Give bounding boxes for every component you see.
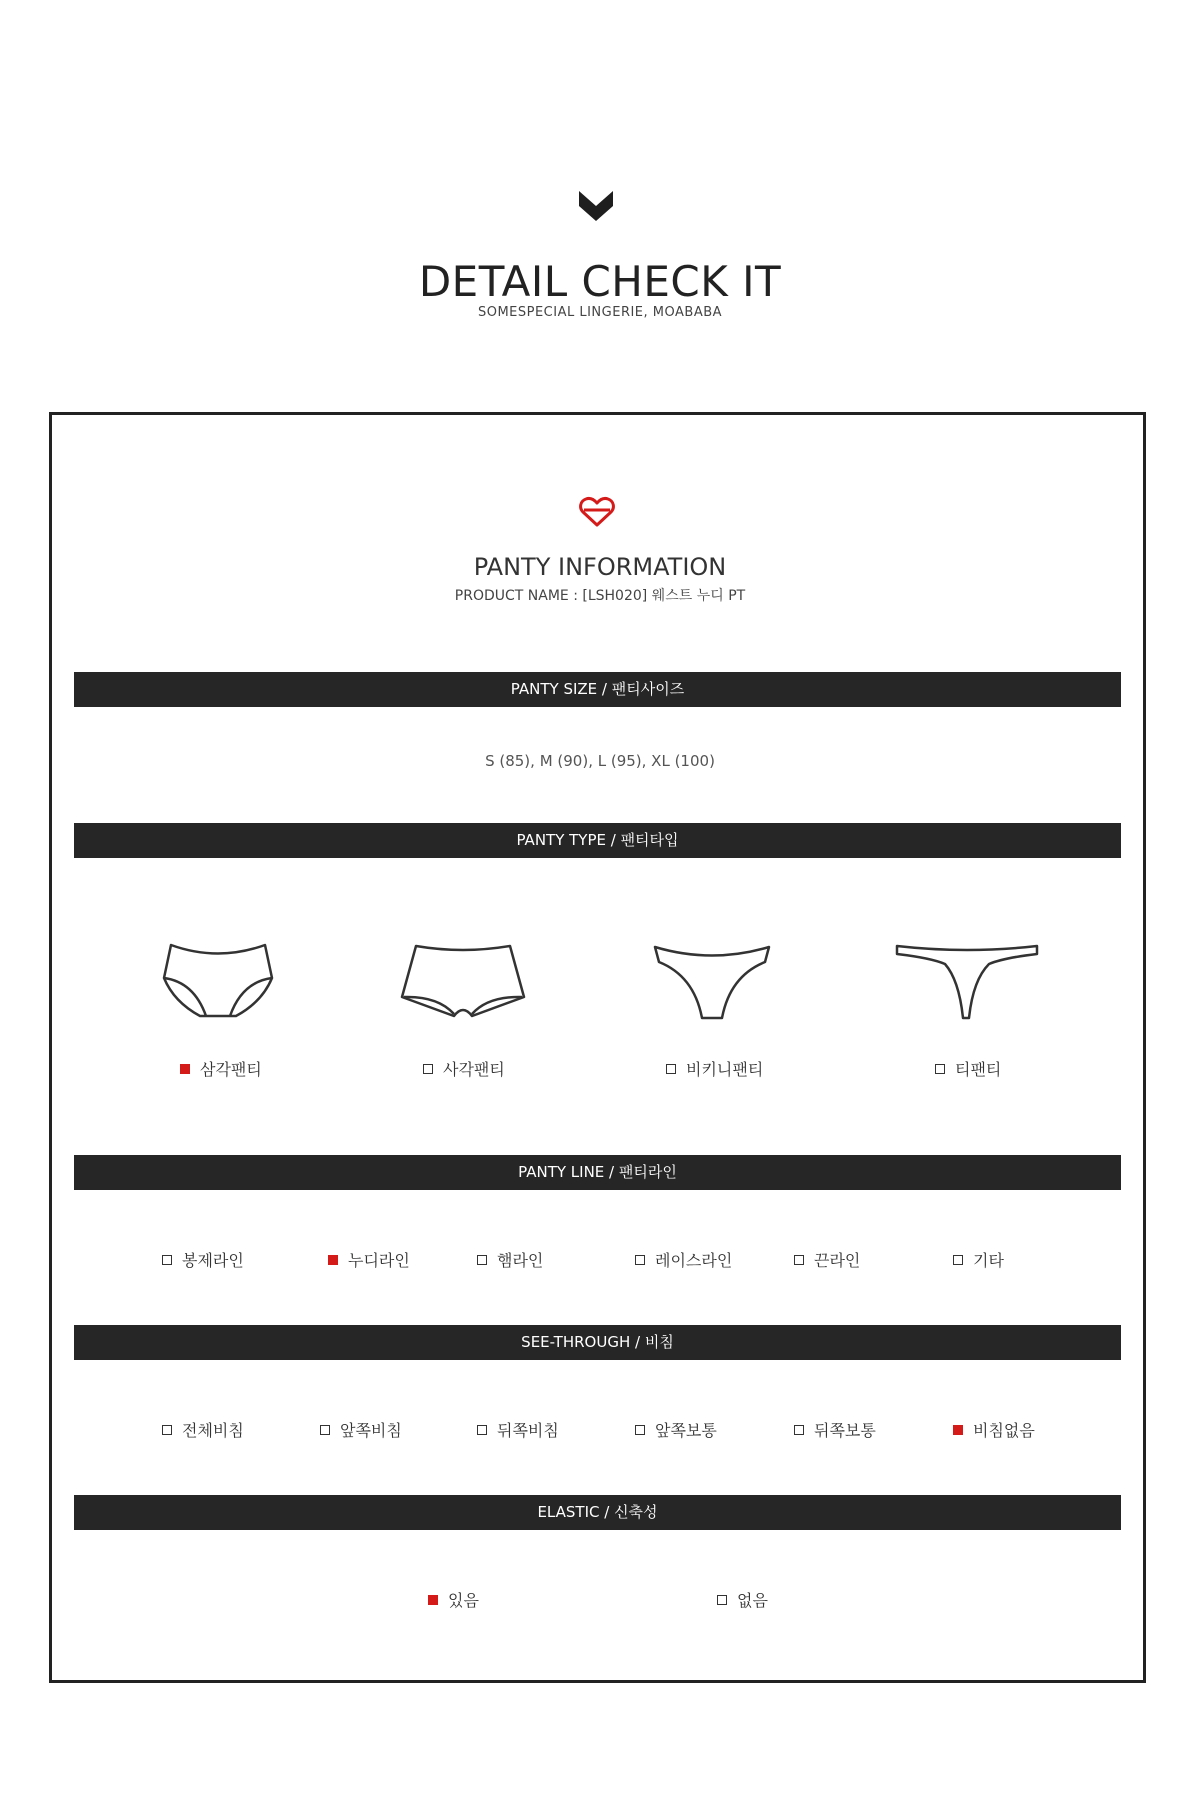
- brief-panty-icon: [154, 940, 282, 1020]
- heart-icon: [579, 496, 615, 528]
- checkbox-checked[interactable]: [428, 1595, 438, 1605]
- section-header-elastic: ELASTIC / 신축성: [74, 1495, 1121, 1530]
- section-header-type: PANTY TYPE / 팬티타입: [74, 823, 1121, 858]
- checkbox-checked[interactable]: [953, 1425, 963, 1435]
- size-values: S (85), M (90), L (95), XL (100): [485, 752, 715, 770]
- chevron-down-icon: [577, 188, 615, 224]
- checkbox[interactable]: [935, 1064, 945, 1074]
- type-option-boyshort[interactable]: [423, 1057, 505, 1080]
- option-label: 누디라인: [348, 1251, 410, 1270]
- elastic-option-yes[interactable]: [428, 1588, 479, 1611]
- checkbox[interactable]: [953, 1255, 963, 1265]
- boyshort-panty-icon: [398, 940, 528, 1020]
- see-through-option-front[interactable]: [320, 1418, 402, 1441]
- option-label: 레이스라인: [655, 1251, 733, 1270]
- line-option-sewn[interactable]: [162, 1248, 244, 1271]
- option-label: 삼각팬티: [200, 1060, 262, 1079]
- section-header-see-through: SEE-THROUGH / 비침: [74, 1325, 1121, 1360]
- option-label: 티팬티: [955, 1060, 1002, 1079]
- type-option-bikini[interactable]: [666, 1057, 763, 1080]
- option-label: 햄라인: [497, 1251, 544, 1270]
- option-label: 앞쪽보통: [655, 1421, 717, 1440]
- checkbox[interactable]: [477, 1255, 487, 1265]
- checkbox[interactable]: [320, 1425, 330, 1435]
- section-header-line: PANTY LINE / 팬티라인: [74, 1155, 1121, 1190]
- see-through-option-none[interactable]: [953, 1418, 1035, 1441]
- option-label: 없음: [737, 1591, 768, 1610]
- checkbox[interactable]: [162, 1255, 172, 1265]
- line-option-nudy[interactable]: [328, 1248, 410, 1271]
- checkbox[interactable]: [635, 1425, 645, 1435]
- option-label: 봉제라인: [182, 1251, 244, 1270]
- option-label: 비키니팬티: [686, 1060, 764, 1079]
- checkbox[interactable]: [423, 1064, 433, 1074]
- checkbox-checked[interactable]: [328, 1255, 338, 1265]
- see-through-option-full[interactable]: [162, 1418, 244, 1441]
- type-option-brief[interactable]: [180, 1057, 262, 1080]
- line-option-hem[interactable]: [477, 1248, 543, 1271]
- product-name: PRODUCT NAME : [LSH020] 웨스트 누디 PT: [454, 588, 746, 604]
- line-option-string[interactable]: [794, 1248, 860, 1271]
- elastic-option-no[interactable]: [717, 1588, 768, 1611]
- option-label: 사각팬티: [443, 1060, 505, 1079]
- option-label: 앞쪽비침: [340, 1421, 402, 1440]
- section-header-size: PANTY SIZE / 팬티사이즈: [74, 672, 1121, 707]
- type-option-thong[interactable]: [935, 1057, 1001, 1080]
- checkbox[interactable]: [635, 1255, 645, 1265]
- option-label: 끈라인: [814, 1251, 861, 1270]
- checkbox[interactable]: [794, 1425, 804, 1435]
- option-label: 전체비침: [182, 1421, 244, 1440]
- checkbox[interactable]: [666, 1064, 676, 1074]
- info-title: PANTY INFORMATION: [473, 553, 727, 581]
- checkbox-checked[interactable]: [180, 1064, 190, 1074]
- option-label: 뒤쪽보통: [814, 1421, 876, 1440]
- thong-panty-icon: [893, 940, 1041, 1022]
- checkbox[interactable]: [794, 1255, 804, 1265]
- page-subtitle: SOMESPECIAL LINGERIE, MOABABA: [477, 305, 723, 320]
- checkbox[interactable]: [717, 1595, 727, 1605]
- bikini-panty-icon: [650, 940, 774, 1020]
- line-option-other[interactable]: [953, 1248, 1004, 1271]
- option-label: 뒤쪽비침: [497, 1421, 559, 1440]
- see-through-option-front-normal[interactable]: [635, 1418, 717, 1441]
- line-option-lace[interactable]: [635, 1248, 732, 1271]
- checkbox[interactable]: [162, 1425, 172, 1435]
- checkbox[interactable]: [477, 1425, 487, 1435]
- option-label: 있음: [448, 1591, 479, 1610]
- see-through-option-back[interactable]: [477, 1418, 559, 1441]
- option-label: 기타: [973, 1251, 1004, 1270]
- see-through-option-back-normal[interactable]: [794, 1418, 876, 1441]
- page-title: DETAIL CHECK IT: [418, 257, 782, 306]
- option-label: 비침없음: [973, 1421, 1035, 1440]
